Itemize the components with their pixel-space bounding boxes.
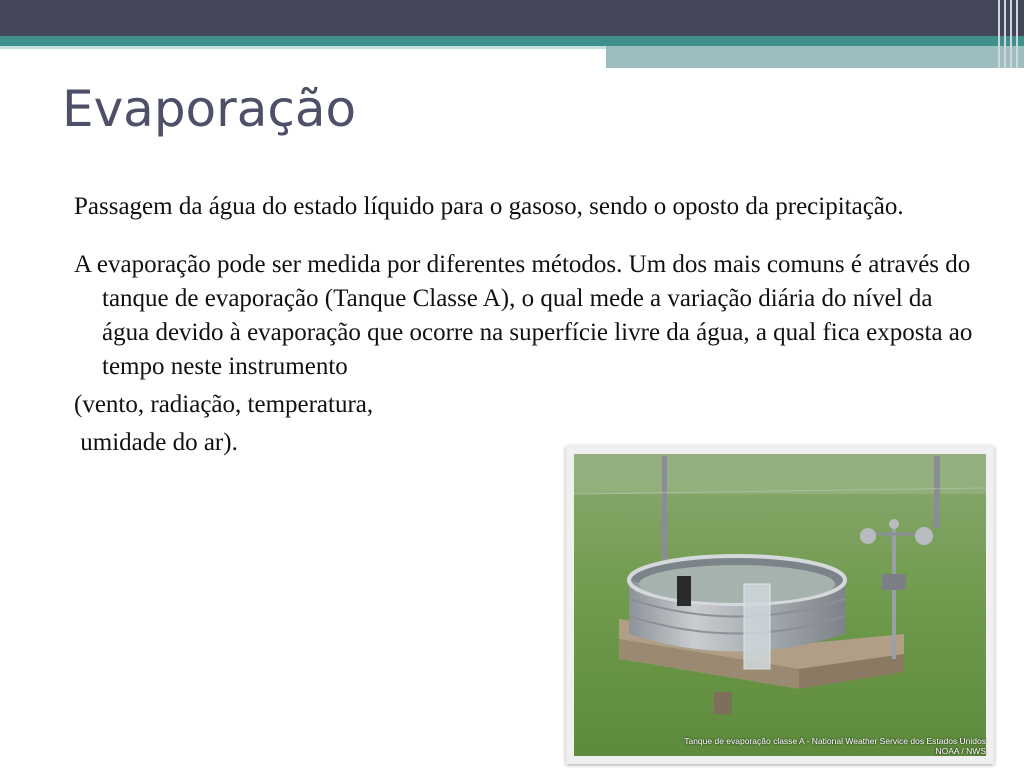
photo-caption (576, 736, 986, 756)
line-factors: (vento, radiação, temperatura, (74, 391, 374, 418)
evaporation-pan-photo (566, 446, 994, 764)
caption-credit: NOAA / NWS (935, 746, 986, 756)
line-humidity: umidade do ar). (74, 429, 238, 456)
slide-body (74, 190, 973, 460)
evaporation-pan-illustration (574, 454, 986, 756)
accent-line (0, 46, 606, 49)
caption-text: Tanque de evaporação classe A - National Weather Service dos Estados Unidos (684, 736, 986, 746)
light-accent-strip (606, 46, 1024, 68)
paragraph-measurement: A evaporação pode ser medida por diferentes métodos. Um dos mais comuns é através do tanque de evaporação (Tanque Classe A), o qual mede a variação diária do nível da água devido à evaporação que ocorre na superfície livre da água, a qual fica exposta ao tempo neste instrumento (74, 251, 973, 380)
paragraph-definition: Passagem da água do estado líquido para o gasoso, sendo o oposto da precipitação. (74, 193, 904, 220)
teal-accent-strip (0, 36, 1024, 46)
top-bar (0, 0, 1024, 36)
decorative-lines (994, 0, 1024, 68)
slide-title: Evaporação (62, 80, 357, 138)
